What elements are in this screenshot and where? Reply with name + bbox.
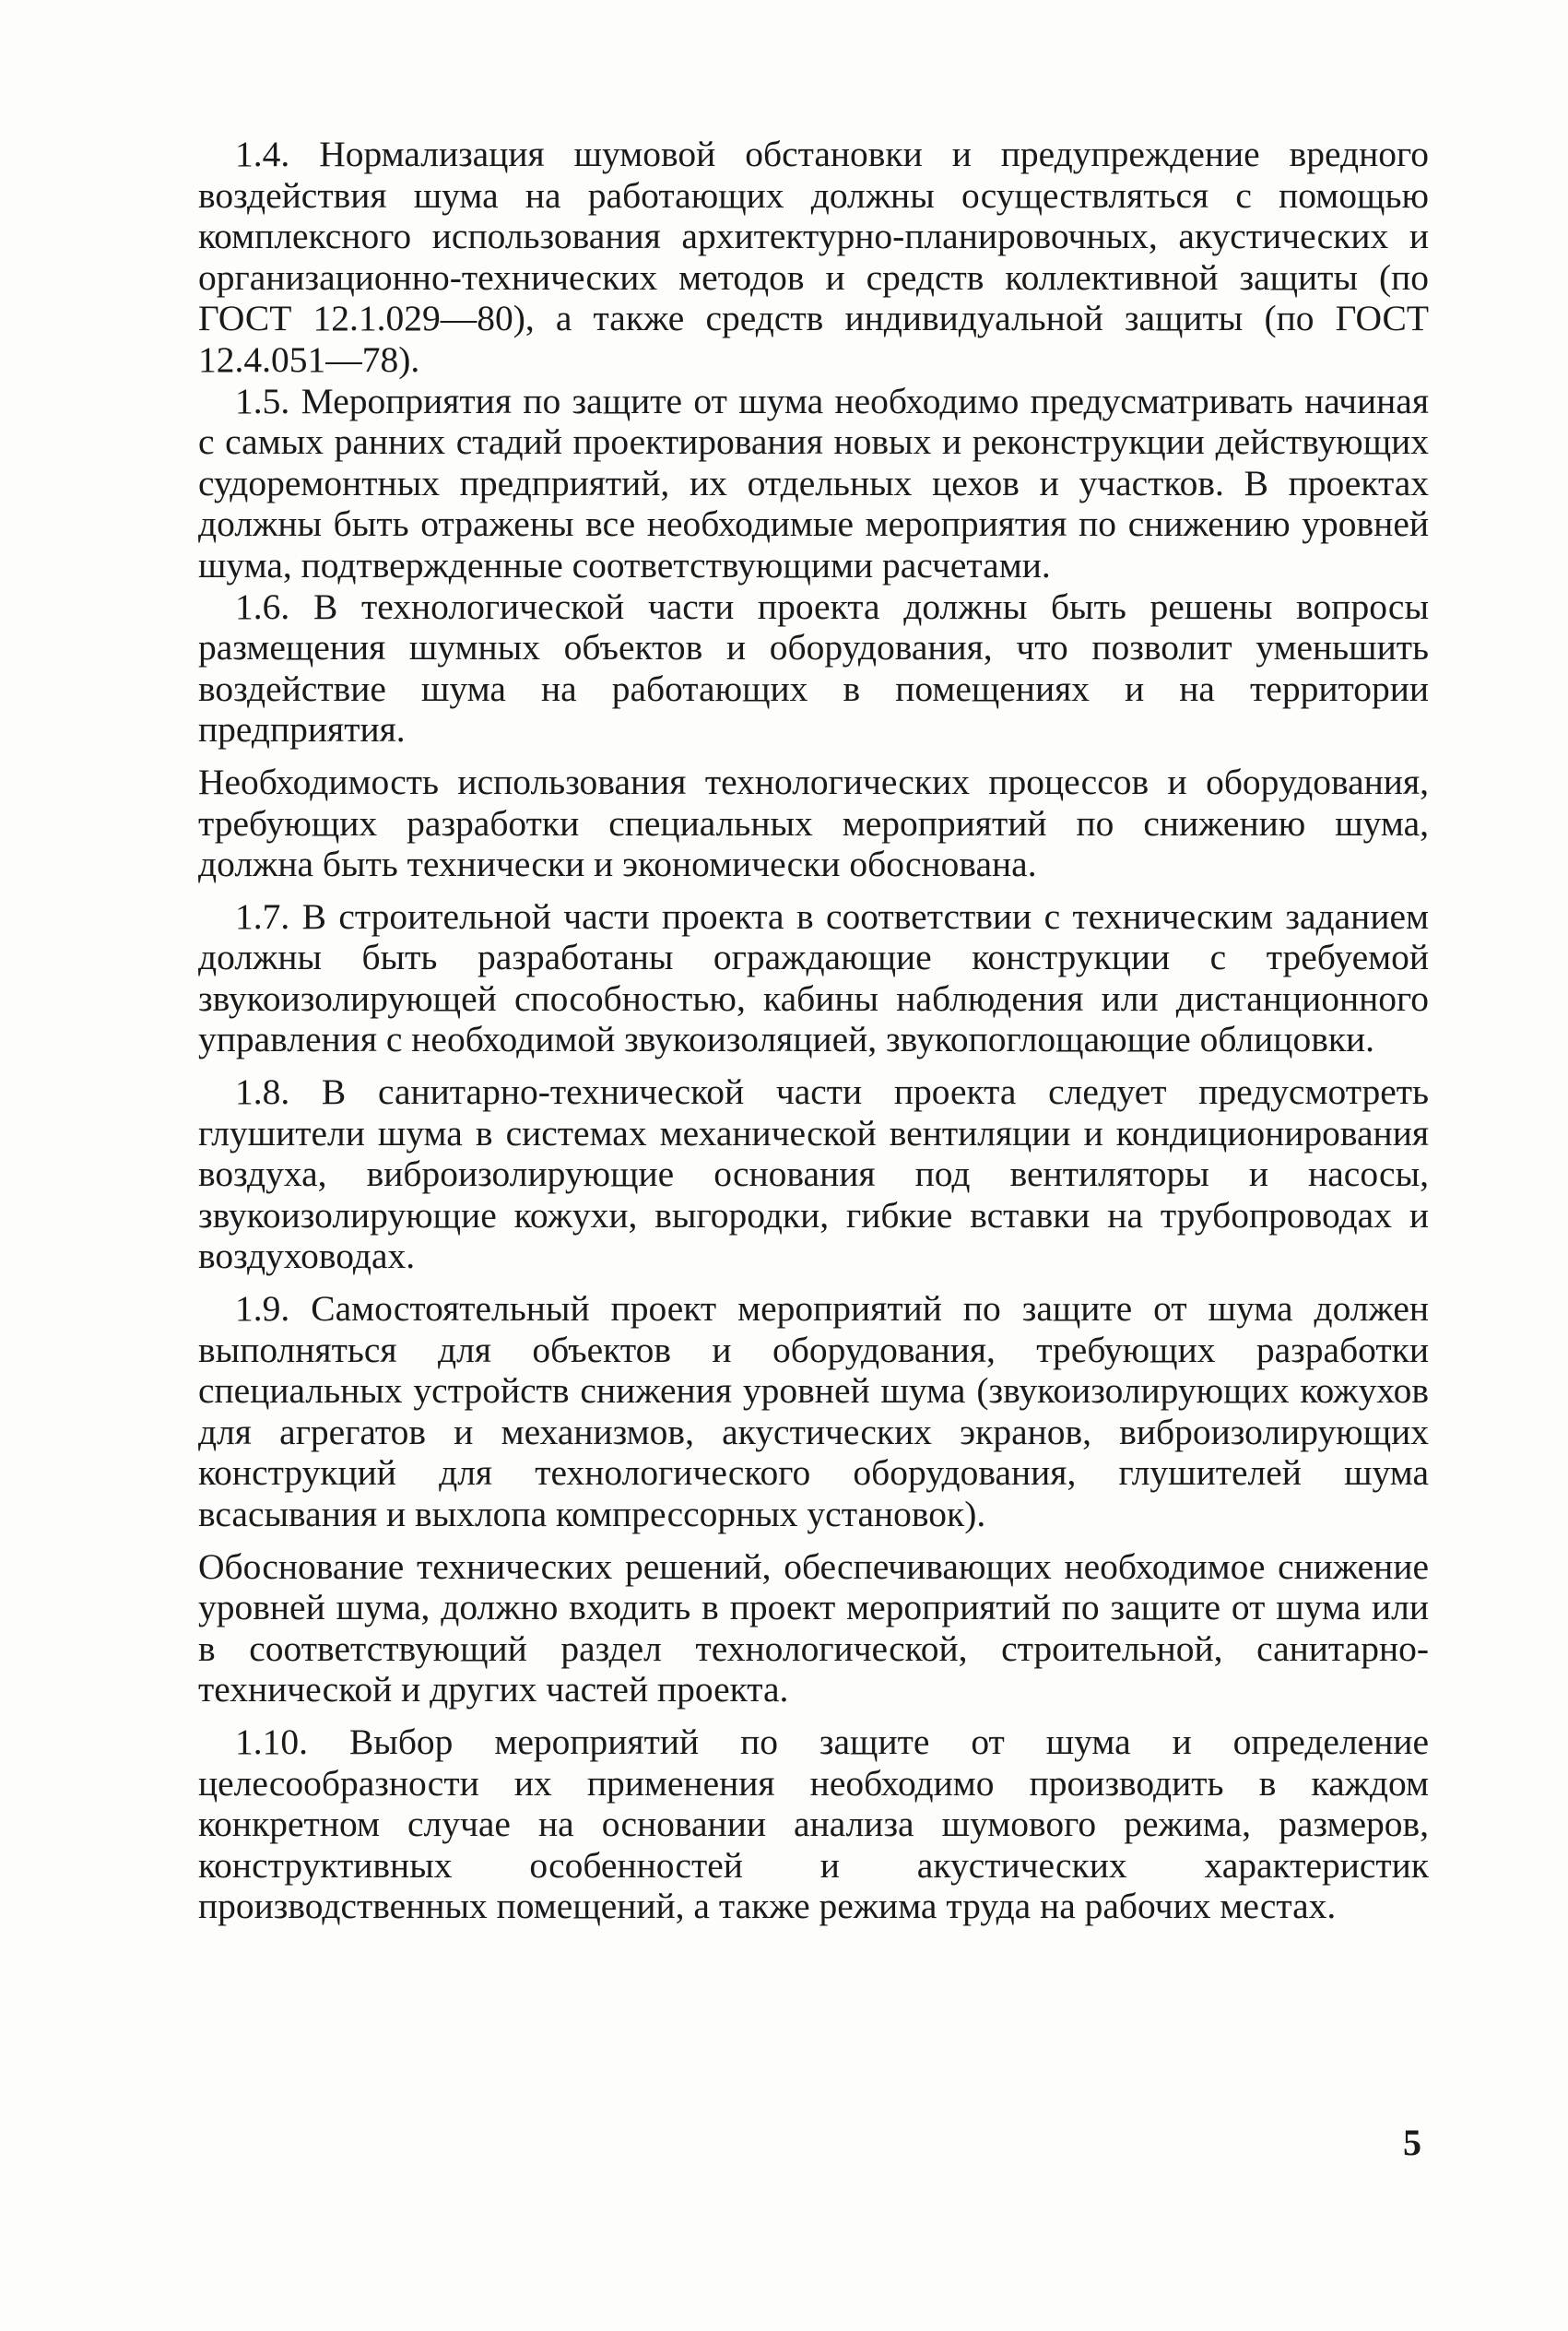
body-text xyxy=(198,134,1429,1927)
paragraph-1-6: 1.6. В технологической части проекта должны быть решены вопросы размещения шумных объектов и оборудования, что позволит уменьшить воздействие шума на работающих в помещениях и на территории предприятия. xyxy=(198,586,1429,751)
paragraph-1-4: 1.4. Нормализация шумовой обстановки и предупреждение вредного воздействия шума на работающих должны осуществляться с помощью комплексного использования архитектурно-планировочных, акустических и организационно-технических методов и средств коллективной защиты (по ГОСТ 12.1.029—80), а также средств индивидуальной защиты (по ГОСТ 12.4.051—78). xyxy=(198,134,1429,380)
paragraph-1-7: 1.7. В строительной части проекта в соответствии с техническим заданием должны быть разработаны ограждающие конструкции с требуемой звукоизолирующей способностью, кабины наблюдения или дистанционного управления с необходимой звукоизоляцией, звукопоглощающие облицовки. xyxy=(198,895,1429,1060)
paragraph-1-8: 1.8. В санитарно-технической части проекта следует предусмотреть глушители шума в системах механической вентиляции и кондиционирования воздуха, виброизолирующие основания под вентиляторы и насосы, звукоизолирующие кожухи, выгородки, гибкие вставки на трубопроводах и воздуховодах. xyxy=(198,1071,1429,1277)
paragraph-1-6-continuation: Необходимость использования технологических процессов и оборудования, требующих разработки специальных мероприятий по снижению шума, должна быть технически и экономически обоснована. xyxy=(198,761,1429,885)
page-number: 5 xyxy=(1403,2122,1421,2163)
paragraph-1-9: 1.9. Самостоятельный проект мероприятий по защите от шума должен выполняться для объектов и оборудования, требующих разработки специальных устройств снижения уровней шума (звукоизолирующих кожухов для агрегатов и механизмов, акустических экранов, виброизолирующих конструкций для технологического оборудования, глушителей шума всасывания и выхлопа компрессорных установок). xyxy=(198,1288,1429,1534)
paragraph-1-5: 1.5. Мероприятия по защите от шума необходимо предусматривать начиная с самых ранних стадий проектирования новых и реконструкции действующих судоремонтных предприятий, их отдельных цехов и участков. В проектах должны быть отражены все необходимые мероприятия по снижению уровней шума, подтвержденные соответствующими расчетами. xyxy=(198,380,1429,586)
paragraph-1-9-continuation: Обоснование технических решений, обеспечивающих необходимое снижение уровней шума, должно входить в проект мероприятий по защите от шума или в соответствующий раздел технологической, строительной, санитарно-технической и других частей проекта. xyxy=(198,1545,1429,1710)
paragraph-1-10: 1.10. Выбор мероприятий по защите от шума и определение целесообразности их применения необходимо производить в каждом конкретном случае на основании анализа шумового режима, размеров, конструктивных особенностей и акустических характеристик производственных помещений, а также режима труда на рабочих местах. xyxy=(198,1721,1429,1927)
